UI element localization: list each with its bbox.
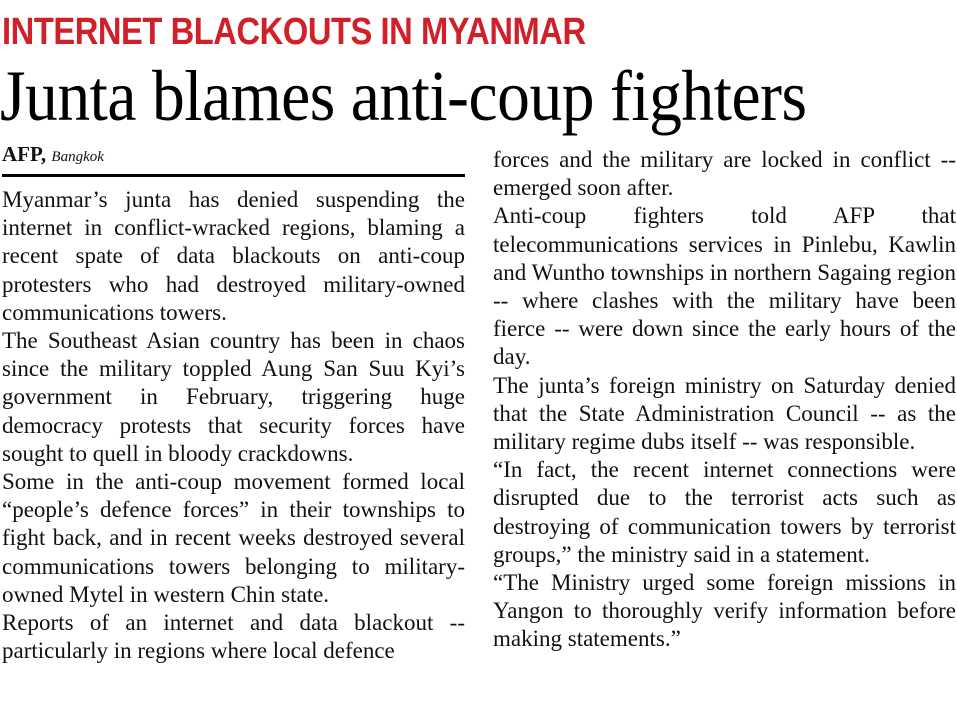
paragraph: “The Ministry urged some foreign missions in Yangon to thoroughly verify information before making statements.” [493,570,956,652]
paragraph: The Southeast Asian country has been in chaos since the military toppled Aung San Suu Kyi’s government in February, triggering huge democracy protests that security forces have sought to quell in bloody crackdowns. [2,328,465,466]
byline-agency: AFP, [2,142,47,166]
paragraph: The junta’s foreign ministry on Saturday denied that the State Administration Council -- as the military regime dubs itself -- was responsible. [493,372,956,455]
paragraph: “In fact, the recent internet connections were disrupted due to the terrorist acts such as destroying of communication towers by terrorist groups,” the ministry said in a statement. [493,457,956,567]
kicker: INTERNET BLACKOUTS IN MYANMAR [2,11,586,53]
paragraph: Myanmar’s junta has denied suspending the internet in conflict-wracked regions, blaming a recent spate of data blackouts on anti-coup protesters who had destroyed military-owned communications towers. [2,187,465,325]
article-column-2 [493,146,956,654]
article-column-1 [2,186,465,665]
paragraph: Anti-coup fighters told AFP that telecommunications services in Pinlebu, Kawlin and Wuntho townships in northern Sagaing region -- where clashes with the military have been fierce -- were down since the early hours of the day. [493,203,956,370]
byline-place: Bangkok [51,149,104,165]
paragraph: Reports of an internet and data blackout -- particularly in regions where local defence [2,610,465,664]
paragraph: Some in the anti-coup movement formed local “people’s defence forces” in their townships to fight back, and in recent weeks destroyed several communications towers belonging to military-owned Mytel in western Chin state. [2,469,465,607]
byline [2,141,465,177]
headline: Junta blames anti-coup fighters [0,56,807,136]
paragraph: forces and the military are locked in conflict -- emerged soon after. [493,147,956,201]
